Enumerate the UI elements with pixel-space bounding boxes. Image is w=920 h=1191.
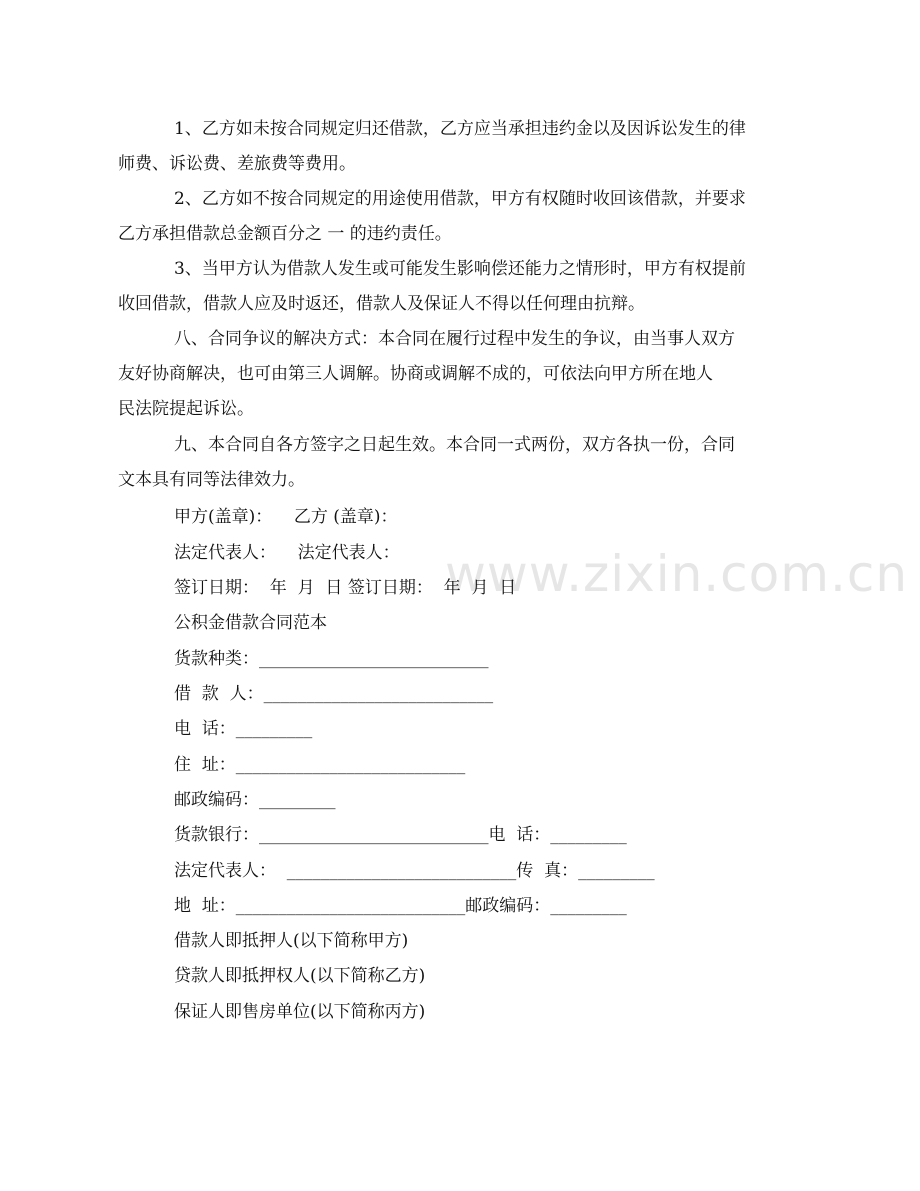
clause-8-line-3: 民法院提起诉讼。	[118, 399, 254, 419]
clause-8-line-2: 友好协商解决，也可由第三人调解。协商或调解不成的，可依法向甲方所在地人	[118, 364, 713, 384]
clause-2-line-2: 乙方承担借款总金额百分之 一 的违约责任。	[118, 224, 452, 244]
clause-9-effect	[118, 428, 784, 498]
signature-date-row: 签订日期： 年 月 日 签订日期： 年 月 日	[174, 578, 517, 598]
field-rep-row: 法定代表人： ___________________________传 真：_________	[174, 861, 655, 881]
clause-8-dispute	[118, 322, 784, 427]
clause-8-line-1: 八、合同争议的解决方式：本合同在履行过程中发生的争议，由当事人双方	[174, 329, 735, 349]
field-loan-type: 货款种类：___________________________	[174, 649, 489, 669]
clause-9-line-1: 九、本合同自各方签字之日起生效。本合同一式两份，双方各执一份，合同	[174, 435, 735, 455]
clause-3	[118, 252, 784, 322]
party-c-definition: 保证人即售房单位(以下简称丙方)	[174, 1002, 426, 1022]
clause-2	[118, 182, 784, 252]
signature-rep-row: 法定代表人： 法定代表人：	[174, 543, 400, 563]
clause-1-line-1: 1、乙方如未按合同规定归还借款，乙方应当承担违约金以及因诉讼发生的律	[174, 119, 746, 139]
field-address: 住 址：___________________________	[174, 755, 466, 775]
field-phone: 电 话：_________	[174, 719, 313, 739]
field-addr-row: 地 址：___________________________邮政编码：_________	[174, 896, 627, 916]
field-borrower: 借 款 人：___________________________	[174, 684, 494, 704]
form-title: 公积金借款合同范本	[174, 613, 327, 633]
clause-3-line-2: 收回借款，借款人应及时返还，借款人及保证人不得以任何理由抗辩。	[118, 294, 645, 314]
signature-party-row: 甲方(盖章)： 乙方 (盖章)：	[174, 507, 398, 527]
clause-2-line-1: 2、乙方如不按合同规定的用途使用借款，甲方有权随时收回该借款，并要求	[174, 189, 746, 209]
clause-3-line-1: 3、当甲方认为借款人发生或可能发生影响偿还能力之情形时，甲方有权提前	[174, 259, 746, 279]
party-b-definition: 贷款人即抵押权人(以下简称乙方)	[174, 966, 426, 986]
field-bank-row: 货款银行：___________________________电 话：_________	[174, 825, 627, 845]
clause-9-line-2: 文本具有同等法律效力。	[118, 470, 305, 490]
field-postcode: 邮政编码：_________	[174, 790, 336, 810]
watermark: www.zixin.com.cn	[445, 545, 909, 603]
party-a-definition: 借款人即抵押人(以下简称甲方)	[174, 931, 409, 951]
clause-1-line-2: 师费、诉讼费、差旅费等费用。	[118, 154, 356, 174]
clause-1	[118, 112, 784, 182]
